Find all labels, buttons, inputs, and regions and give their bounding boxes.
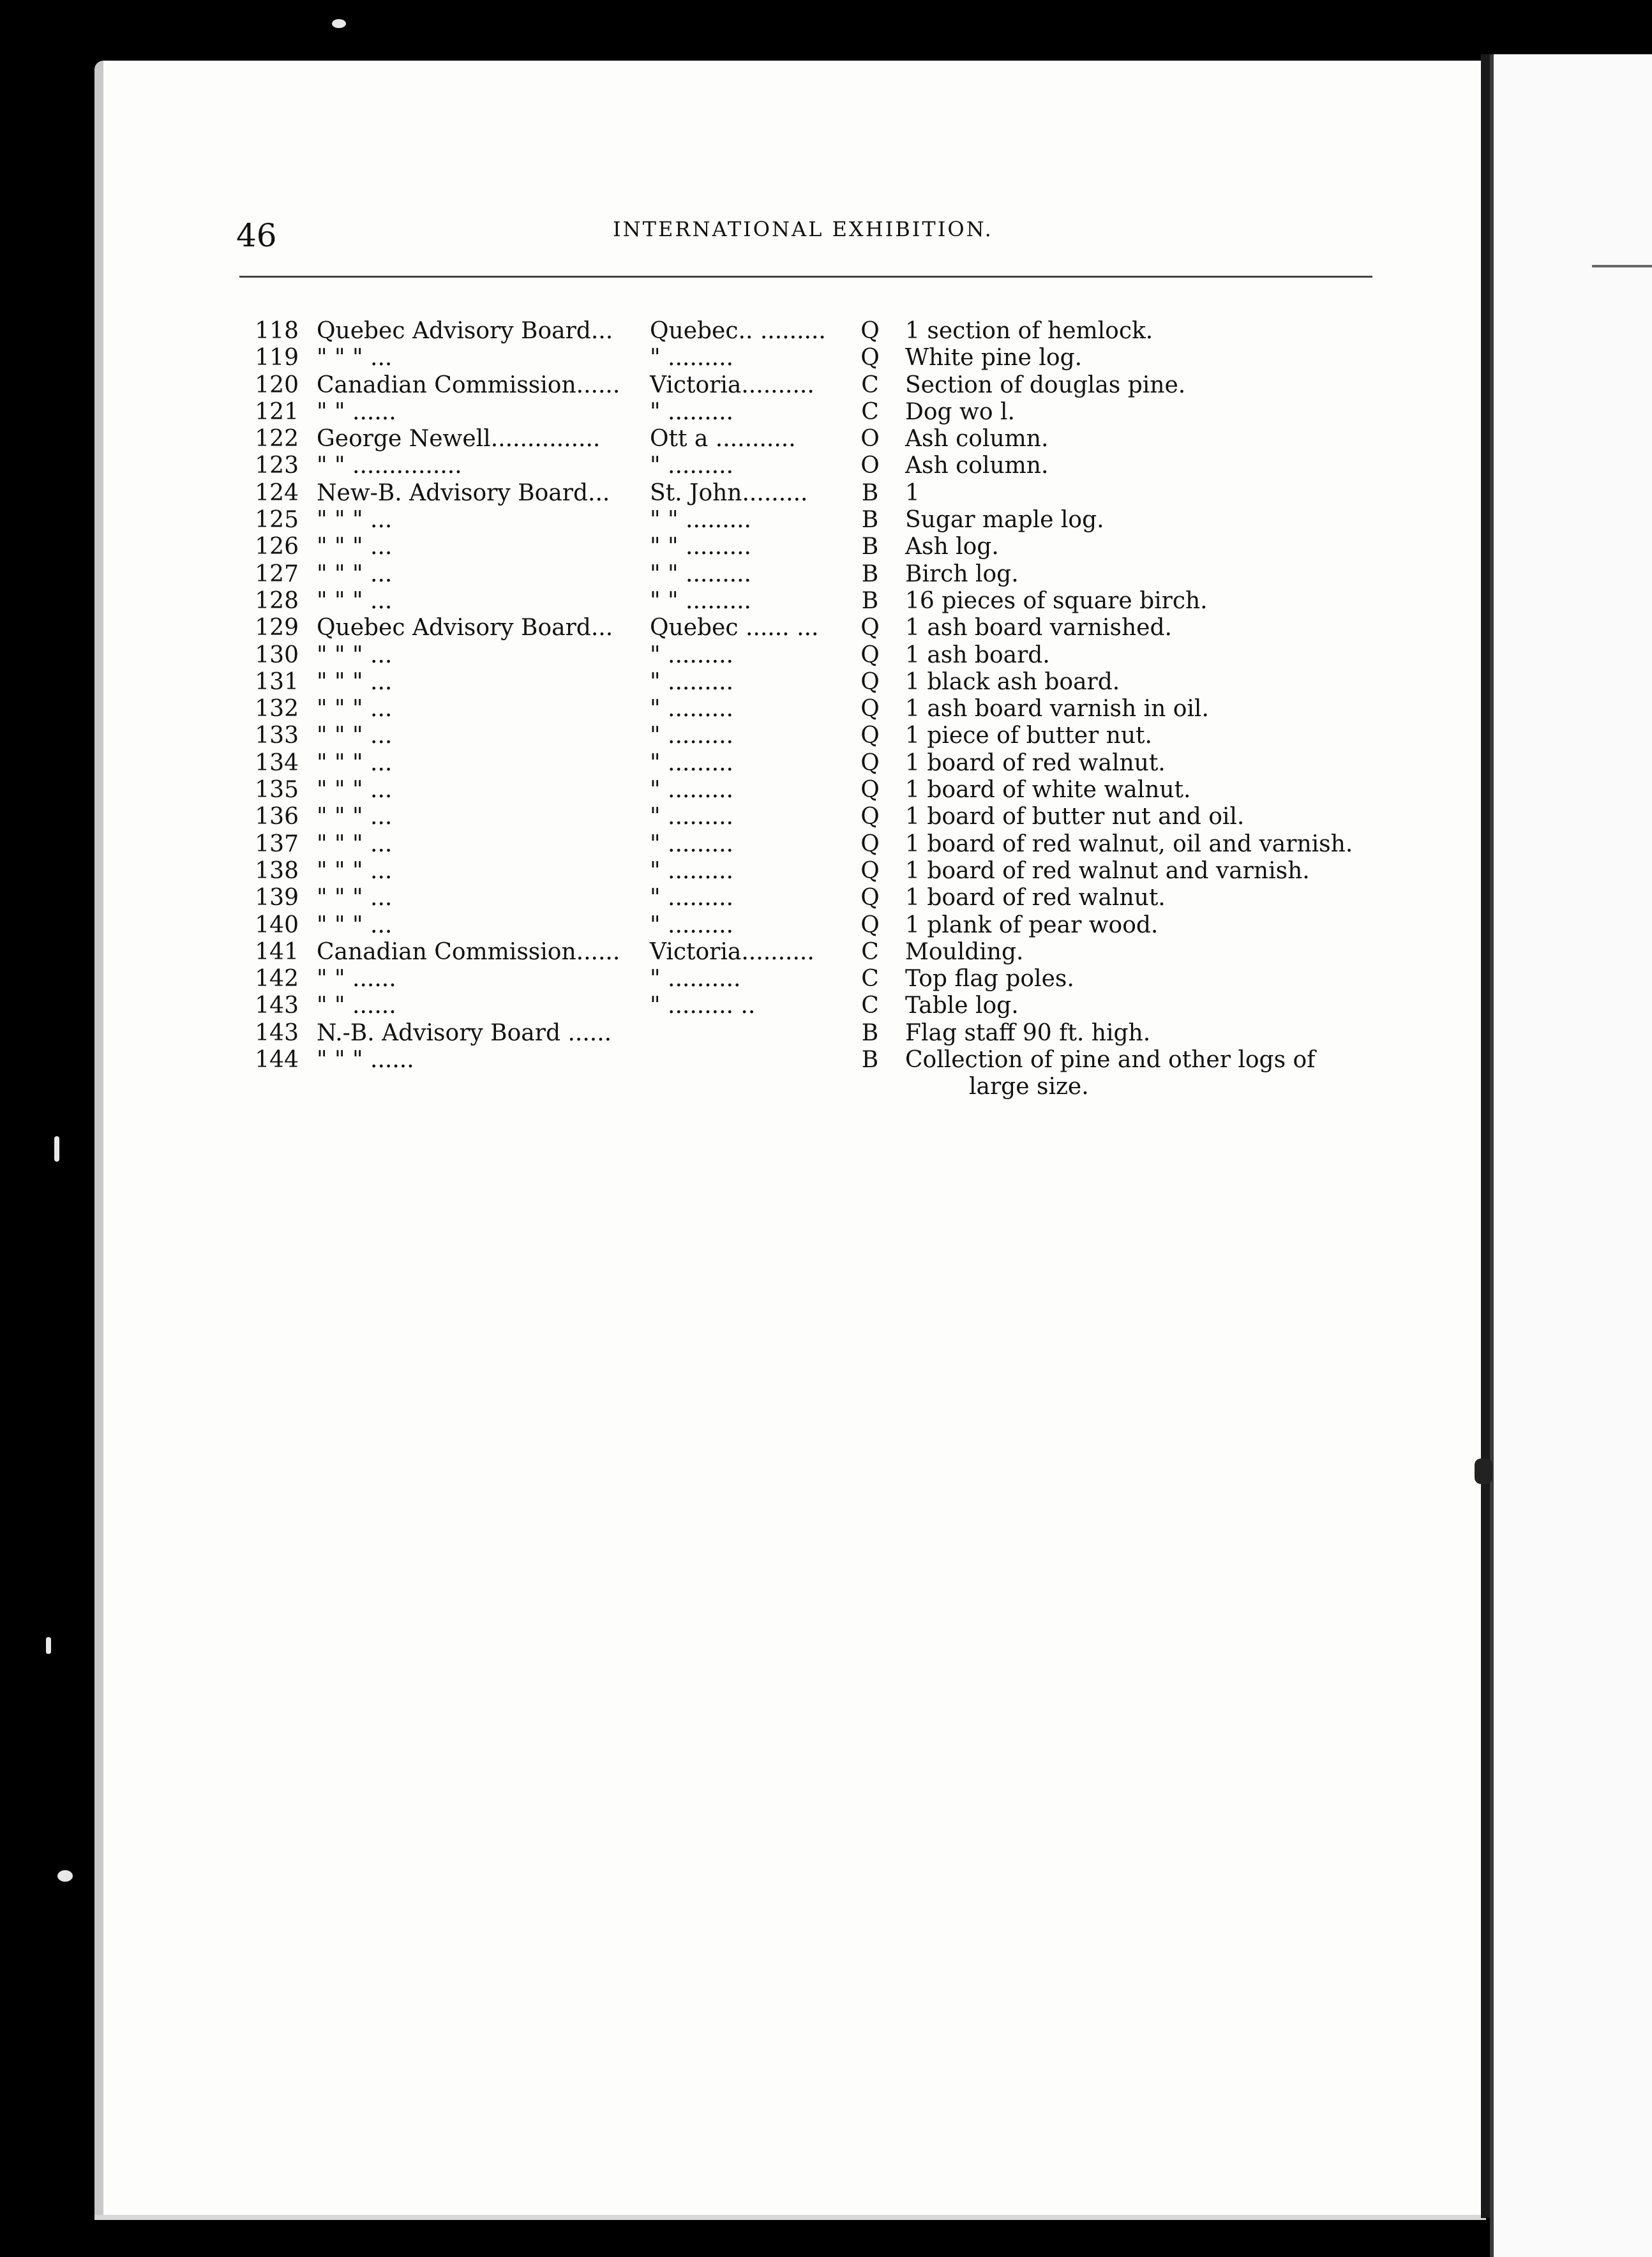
exhibitor-name: " " " ... <box>317 668 393 695</box>
exhibit-place: " ......... <box>650 723 733 749</box>
exhibitor-name: " " " ... <box>317 830 393 857</box>
exhibit-place: Victoria.......... <box>650 938 815 965</box>
exhibitor-name: " " " ... <box>317 749 393 776</box>
facing-page <box>1490 54 1652 2257</box>
exhibit-description: 1 board of red walnut, oil and varnish. <box>905 830 1353 857</box>
exhibitor-name: " " " ... <box>317 507 393 534</box>
province-code: O <box>860 453 880 479</box>
exhibit-description: 1 board of white walnut. <box>905 777 1191 804</box>
province-code: B <box>861 507 879 534</box>
exhibit-description: 1 piece of butter nut. <box>905 723 1152 749</box>
exhibit-description: Sugar maple log. <box>905 507 1104 534</box>
entry-number: 138 <box>255 857 299 884</box>
book-gutter <box>1481 54 1490 2218</box>
province-code: Q <box>860 749 880 776</box>
province-code: Q <box>860 696 880 723</box>
exhibitor-name: " " " ... <box>317 911 393 938</box>
province-code: B <box>861 479 879 506</box>
exhibitor-name: " " " ... <box>317 723 393 749</box>
scan-speck <box>54 1136 59 1162</box>
exhibit-place: " " ......... <box>650 507 751 534</box>
province-code: Q <box>860 830 880 857</box>
exhibitor-name: " " ............... <box>317 453 462 479</box>
exhibit-description: 1 board of red walnut and varnish. <box>905 857 1310 884</box>
exhibitor-name: " " " ... <box>317 641 393 668</box>
province-code: Q <box>860 345 880 371</box>
exhibit-place: Victoria.......... <box>650 371 815 398</box>
province-code: Q <box>860 857 880 884</box>
entry-number: 141 <box>255 938 299 965</box>
exhibit-description: 1 board of butter nut and oil. <box>905 804 1245 830</box>
entry-number: 130 <box>255 641 299 668</box>
entry-number: 139 <box>255 885 299 911</box>
province-code: Q <box>860 318 880 344</box>
exhibitor-name: " " " ... <box>317 345 393 371</box>
scan-speck <box>46 1637 51 1654</box>
exhibit-description: 1 ash board. <box>905 641 1050 668</box>
exhibit-place: " ......... <box>650 398 733 425</box>
exhibit-place: " ......... <box>650 696 733 723</box>
exhibit-description: 1 <box>905 479 920 506</box>
province-code: Q <box>860 911 880 938</box>
entry-number: 124 <box>255 479 299 506</box>
exhibit-description: Moulding. <box>905 938 1024 965</box>
entry-number: 123 <box>255 453 299 479</box>
province-code: C <box>861 993 879 1019</box>
exhibit-description: 1 section of hemlock. <box>905 318 1153 344</box>
exhibit-place: " ......... <box>650 830 733 857</box>
province-code: O <box>860 426 880 453</box>
exhibitor-name: " " ...... <box>317 398 396 425</box>
entry-number: 137 <box>255 830 299 857</box>
entry-number: 142 <box>255 966 299 993</box>
province-code: Q <box>860 885 880 911</box>
exhibit-place: " ......... <box>650 668 733 695</box>
exhibitor-name: " " " ...... <box>317 1047 414 1074</box>
exhibit-description: Ash column. <box>905 453 1049 479</box>
province-code: Q <box>860 668 880 695</box>
province-code: Q <box>860 615 880 641</box>
exhibit-place: " " ......... <box>650 534 751 560</box>
exhibit-place: " ......... <box>650 804 733 830</box>
province-code: C <box>861 966 879 993</box>
exhibitor-name: " " " ... <box>317 696 393 723</box>
exhibit-place: " ......... <box>650 777 733 804</box>
entry-number: 119 <box>255 345 299 371</box>
entry-number: 126 <box>255 534 299 560</box>
exhibit-description: 1 plank of pear wood. <box>905 911 1159 938</box>
exhibitor-name: " " " ... <box>317 857 393 884</box>
facing-page-rule <box>1592 265 1652 267</box>
page-edge <box>94 2215 1486 2220</box>
exhibit-place: Quebec ...... ... <box>650 615 819 641</box>
entry-number: 134 <box>255 749 299 776</box>
exhibit-place: St. John......... <box>650 479 808 506</box>
province-code: B <box>861 560 879 587</box>
province-code: B <box>861 534 879 560</box>
entry-number: 118 <box>255 318 299 344</box>
exhibit-place: " .......... <box>650 966 741 993</box>
province-code: B <box>861 1047 879 1074</box>
exhibit-place: " ......... <box>650 345 733 371</box>
exhibit-description: Birch log. <box>905 560 1019 587</box>
exhibitor-name: " " " ... <box>317 534 393 560</box>
exhibit-place: " " ......... <box>650 560 751 587</box>
exhibitor-name: " " ...... <box>317 966 396 993</box>
exhibit-place: " ......... <box>650 749 733 776</box>
exhibit-description: Table log. <box>905 993 1019 1019</box>
exhibit-description: White pine log. <box>905 345 1083 371</box>
exhibit-description: Top flag poles. <box>905 966 1074 993</box>
exhibit-description: Section of douglas pine. <box>905 371 1186 398</box>
province-code: C <box>861 938 879 965</box>
exhibit-description: 1 black ash board. <box>905 668 1120 695</box>
exhibit-description: Collection of pine and other logs of <box>905 1047 1316 1074</box>
entry-number: 144 <box>255 1047 299 1074</box>
exhibit-place: " ......... <box>650 857 733 884</box>
exhibit-place: " ......... .. <box>650 993 756 1019</box>
binding-mark <box>1475 1458 1492 1484</box>
exhibitor-name: Quebec Advisory Board... <box>317 615 613 641</box>
exhibitor-name: George Newell............... <box>317 426 601 453</box>
exhibitor-name: Canadian Commission...... <box>317 371 620 398</box>
exhibit-place: " ......... <box>650 885 733 911</box>
exhibit-place: Quebec.. ......... <box>650 318 826 344</box>
exhibit-place: " ......... <box>650 911 733 938</box>
exhibitor-name: " " " ... <box>317 804 393 830</box>
exhibit-place: Ott a ........... <box>650 426 796 453</box>
entry-number: 131 <box>255 668 299 695</box>
exhibitor-name: " " ...... <box>317 993 396 1019</box>
header-rule <box>239 276 1372 278</box>
exhibit-place: " " ......... <box>650 587 751 614</box>
entry-number: 135 <box>255 777 299 804</box>
entry-number: 132 <box>255 696 299 723</box>
exhibit-description: Dog wo l. <box>905 398 1015 425</box>
province-code: Q <box>860 777 880 804</box>
province-code: B <box>861 1019 879 1046</box>
entry-number: 121 <box>255 398 299 425</box>
exhibit-description: 1 board of red walnut. <box>905 749 1166 776</box>
province-code: Q <box>860 804 880 830</box>
exhibit-description: Ash column. <box>905 426 1049 453</box>
exhibit-place: " ......... <box>650 641 733 668</box>
entry-number: 127 <box>255 560 299 587</box>
exhibitor-name: " " " ... <box>317 885 393 911</box>
exhibitor-name: New-B. Advisory Board... <box>317 479 610 506</box>
entry-number: 120 <box>255 371 299 398</box>
exhibitor-name: " " " ... <box>317 777 393 804</box>
exhibitor-name: " " " ... <box>317 560 393 587</box>
province-code: C <box>861 371 879 398</box>
province-code: C <box>861 398 879 425</box>
exhibitor-name: Quebec Advisory Board... <box>317 318 613 344</box>
entry-number: 143 <box>255 1019 299 1046</box>
entry-number: 140 <box>255 911 299 938</box>
entry-number: 125 <box>255 507 299 534</box>
running-head: INTERNATIONAL EXHIBITION. <box>613 217 993 241</box>
exhibit-description: Flag staff 90 ft. high. <box>905 1019 1151 1046</box>
entry-number: 128 <box>255 587 299 614</box>
exhibitor-name: " " " ... <box>317 587 393 614</box>
entry-number: 133 <box>255 723 299 749</box>
entry-number: 129 <box>255 615 299 641</box>
scan-speck <box>332 19 346 28</box>
exhibit-description: Ash log. <box>905 534 999 560</box>
province-code: Q <box>860 641 880 668</box>
scan-speck <box>57 1870 73 1882</box>
exhibit-description: 16 pieces of square birch. <box>905 587 1208 614</box>
exhibit-description: 1 board of red walnut. <box>905 885 1166 911</box>
exhibitor-name: N.-B. Advisory Board ...... <box>317 1019 612 1046</box>
province-code: Q <box>860 723 880 749</box>
page-number: 46 <box>236 217 277 254</box>
province-code: B <box>861 587 879 614</box>
exhibit-place: " ......... <box>650 453 733 479</box>
entry-number: 143 <box>255 993 299 1019</box>
entry-number: 136 <box>255 804 299 830</box>
exhibit-description-continued: large size. <box>969 1074 1089 1100</box>
exhibit-description: 1 ash board varnish in oil. <box>905 696 1209 723</box>
exhibitor-name: Canadian Commission...... <box>317 938 620 965</box>
exhibit-description: 1 ash board varnished. <box>905 615 1172 641</box>
entry-number: 122 <box>255 426 299 453</box>
